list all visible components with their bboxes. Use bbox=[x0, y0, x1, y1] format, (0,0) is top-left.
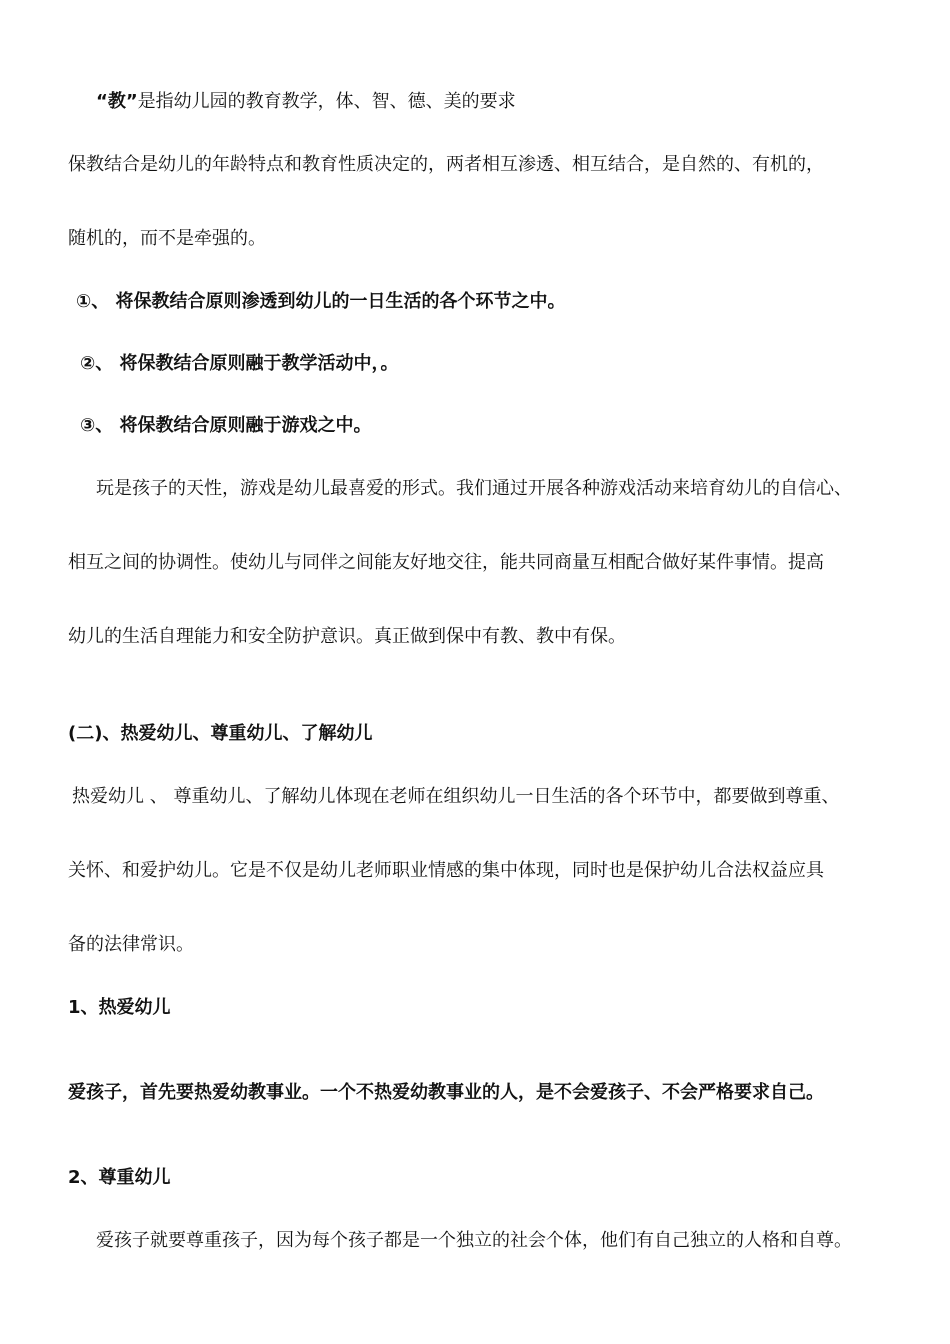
paragraph-jiao-text: 是指幼儿园的教育教学，体、智、德、美的要求 bbox=[137, 91, 516, 112]
paragraph-love-line-2: 关怀、和爱护幼儿。它是不仅是幼儿老师职业情感的集中体现，同时也是保护幼儿合法权益应具 bbox=[68, 860, 824, 881]
subsection-2-heading: 2、尊重幼儿 bbox=[68, 1167, 171, 1188]
numbered-point-2: ②、 将保教结合原则融于教学活动中，。 bbox=[80, 353, 399, 374]
paragraph-combine-line-2: 随机的，而不是牵强的。 bbox=[68, 228, 266, 249]
numbered-point-3: ③、 将保教结合原则融于游戏之中。 bbox=[80, 415, 372, 436]
paragraph-love-line-1: 热爱幼儿 、 尊重幼儿、了解幼儿体现在老师在组织幼儿一日生活的各个环节中，都要做到尊重、 bbox=[72, 786, 840, 807]
subsection-1-text: 爱孩子，首先要热爱幼教事业。一个不热爱幼教事业的人，是不会爱孩子、不会严格要求自己。 bbox=[68, 1082, 824, 1103]
section-two-heading: (二)、热爱幼儿、尊重幼儿、了解幼儿 bbox=[68, 723, 373, 744]
numbered-point-1: ①、 将保教结合原则渗透到幼儿的一日生活的各个环节之中。 bbox=[76, 291, 566, 312]
paragraph-combine-line-1: 保教结合是幼儿的年龄特点和教育性质决定的，两者相互渗透、相互结合，是自然的、有机的， bbox=[68, 154, 824, 175]
paragraph-love-line-3: 备的法律常识。 bbox=[68, 934, 194, 955]
paragraph-play-line-1: 玩是孩子的天性，游戏是幼儿最喜爱的形式。我们通过开展各种游戏活动来培育幼儿的自信心、 bbox=[96, 478, 852, 499]
subsection-2-text: 爱孩子就要尊重孩子，因为每个孩子都是一个独立的社会个体，他们有自己独立的人格和自尊。 bbox=[96, 1230, 852, 1251]
paragraph-play-line-2: 相互之间的协调性。使幼儿与同伴之间能友好地交往，能共同商量互相配合做好某件事情。提高 bbox=[68, 552, 824, 573]
paragraph-jiao bbox=[96, 89, 516, 115]
paragraph-play-line-3: 幼儿的生活自理能力和安全防护意识。真正做到保中有教、教中有保。 bbox=[68, 626, 626, 647]
subsection-1-heading: 1、热爱幼儿 bbox=[68, 997, 171, 1018]
quoted-term-jiao: “教” bbox=[96, 91, 138, 112]
